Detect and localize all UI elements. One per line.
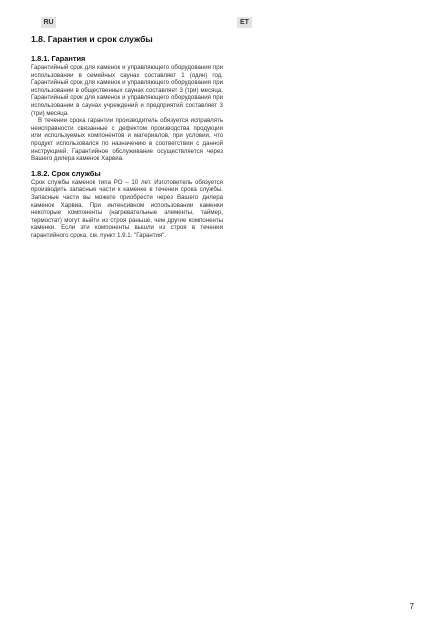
section-service-life [31,169,223,240]
section-heading-service-life: 1.8.2. Срок службы [31,168,101,178]
page-number: 7 [409,602,414,611]
language-tab-ru: RU [41,17,56,28]
paragraph-warranty-period: Гарантийный срок для каменок и управляющего оборудования при использовании в семейных саунах составляет 1 (один) год. Гарантийный срок для каменок и управляющего оборудования при использовании в общественных саунах составляет 3 (три) месяца. Гарантийный срок для каменок и управляющего оборудования при использовании в саунах учреждений и предприятий составляет 3 (три) месяца. [31,64,223,117]
language-tab-et: ET [237,17,252,28]
section-warranty [31,54,223,163]
paragraph-warranty-obligations: В течении срока гарантии производитель обязуется исправлять неисправности связанные с дефектом производства продукции или используемых компонентов и материалов, при условии, что продукт использовался по назначению в соответствии с данной инструкцией. Гарантийное обслуживание осуществляется через Вашего дилера каменок Харвиа. [31,117,223,163]
section-heading-warranty: 1.8.1. Гарантия [31,54,86,63]
paragraph-service-life: Срок службы каменок типа РО – 10 лет. Изготовитель обязуется производить запасные части к каменке в течении срока службы. Запасные части вы можете приобрести через Вашего дилера каменок Харвиа. При интенсивном использовании каменки некоторые компоненты (нагревательные элементы, таймер, термостат) могут выйти из строя раньше, чем другие компоненты каменки. Если эти компоненты вышли из строя в течении гарантийного срока, см. пункт 1.9.1. "Гарантия". [31,178,223,239]
page-title: 1.8. Гарантия и срок службы [31,34,153,44]
content-column [31,34,223,245]
